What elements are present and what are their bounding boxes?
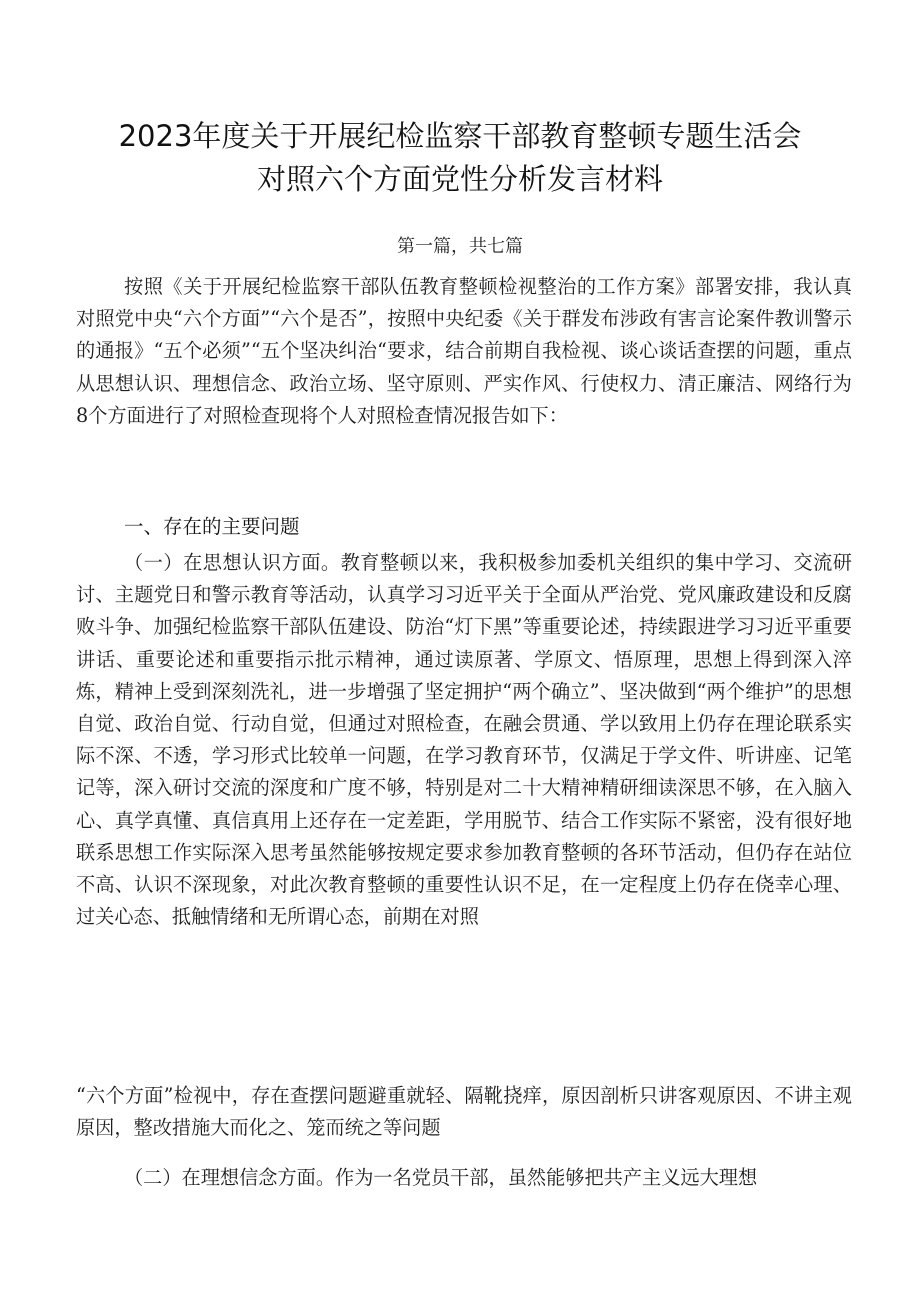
document-subtitle: 第一篇，共七篇 — [397, 236, 523, 257]
paragraph-thought-awareness: （一）在思想认识方面。教育整顿以来，我积极参加委机关组织的集中学习、交流研讨、主题党日和警示教育等活动，认真学习习近平关于全面从严治党、党风廉政建设和反腐败斗争、加强纪检监察干部队伍建设、防治“灯下黑”等重要论述，持续跟进学习习近平重要讲话、重要论述和重要指示批示精神，通过读原著、学原文、悟原理，思想上得到深入淬炼，精神上受到深刻洗礼，进一步增强了坚定拥护“两个确立”、坚决做到“两个维护”的思想自觉、政治自觉、行动自觉，但通过对照检查，在融会贯通、学以致用上仍存在理论联系实际不深、不透，学习形式比较单一问题，在学习教育环节，仅满足于学文件、听讲座、记笔记等，深入研讨交流的深度和广度不够，特别是对二十大精神精研细读深思不够，在入脑入心、真学真懂、真信真用上还存在一定差距，学用脱节、结合工作实际不紧密，没有很好地联系思想工作实际深入思考虽然能够按规定要求参加教育整顿的各环节活动，但仍存在站位不高、认识不深现象，对此次教育整顿的重要性认识不足，在一定程度上仍存在侥幸心理、过关心态、抵触情绪和无所谓心态，前期在对照 — [76, 551, 852, 929]
document-title-line-1: 2023年度关于开展纪检监察干部教育整顿专题生活会 — [118, 119, 802, 153]
paragraph-intro: 按照《关于开展纪检监察干部队伍教育整顿检视整治的工作方案》部署安排，我认真对照党中央“六个方面”“六个是否”，按照中央纪委《关于群发布涉政有害言论案件教训警示的通报》“五个必须”“五个坚决纠治“要求，结合前期自我检视、谈心谈话查摆的问题，重点从思想认识、理想信念、政治立场、坚守原则、严实作风、行使权力、清正廉洁、网络行为8个方面进行了对照检查现将个人对照检查情况报告如下： — [76, 275, 852, 427]
section-heading: 一、存在的主要问题 — [124, 515, 300, 538]
paragraph-continuation: “六个方面”检视中，存在查摆问题避重就轻、隔靴挠痒，原因剖析只讲客观原因、不讲主观原因，整改措施大而化之、笼而统之等问题 — [76, 1084, 852, 1140]
paragraph-ideals-beliefs: （二）在理想信念方面。作为一名党员干部，虽然能够把共产主义远大理想 — [124, 1166, 758, 1189]
document-title-line-2: 对照六个方面党性分析发言材料 — [256, 162, 663, 196]
